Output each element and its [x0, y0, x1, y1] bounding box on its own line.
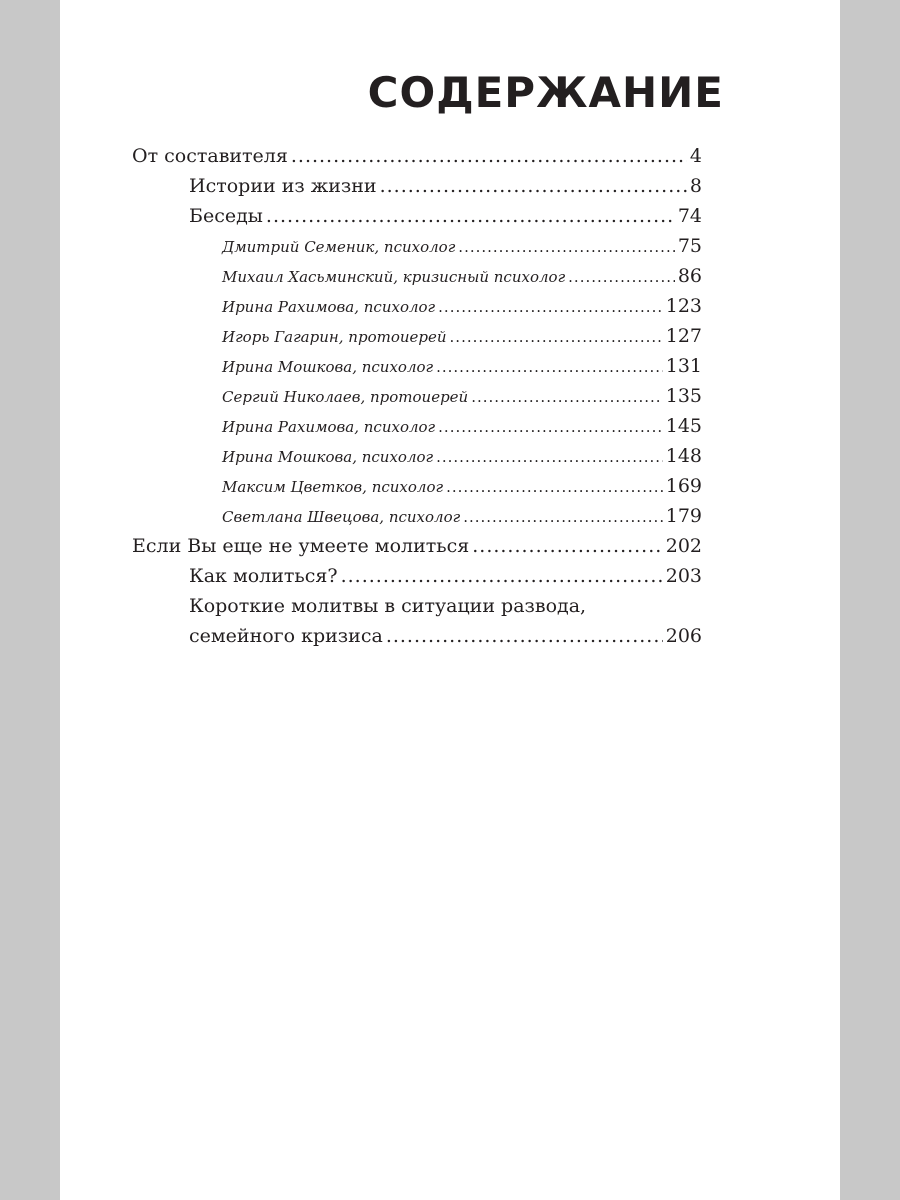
toc-page-number: 86	[677, 265, 702, 287]
toc-entry-label: Ирина Мошкова, психолог	[222, 358, 434, 376]
toc-leader-dots	[458, 232, 675, 262]
toc-page-number: 148	[665, 445, 702, 467]
toc-leader-dots	[386, 621, 663, 651]
toc-entry	[132, 621, 702, 651]
toc-page-number: 169	[665, 475, 702, 497]
toc-page-number: 203	[665, 565, 702, 587]
toc-page-number: 179	[665, 505, 702, 527]
toc-page-number: 127	[665, 325, 702, 347]
toc-leader-dots	[341, 561, 663, 591]
page-title: СОДЕРЖАНИЕ	[367, 68, 724, 117]
toc-entry	[132, 171, 702, 201]
toc-page-number: 202	[665, 535, 702, 557]
toc-leader-dots	[266, 201, 675, 231]
toc-entry-label: Светлана Швецова, психолог	[222, 508, 461, 526]
toc-entry	[132, 501, 702, 531]
toc-entry-label: Михаил Хасьминский, кризисный психолог	[222, 268, 566, 286]
toc-leader-dots	[450, 322, 663, 352]
toc-entry-label: Максим Цветков, психолог	[222, 478, 444, 496]
toc-leader-dots	[463, 502, 663, 532]
toc-leader-dots	[446, 472, 663, 502]
toc-entry	[132, 141, 702, 171]
toc-leader-dots	[436, 442, 663, 472]
toc-leader-dots	[438, 292, 663, 322]
toc-entry	[132, 411, 702, 441]
toc-entry	[132, 201, 702, 231]
toc-entry-label: Как молиться?	[189, 565, 338, 587]
toc-entry	[132, 351, 702, 381]
toc-entry-label-first-line: Короткие молитвы в ситуации развода,	[189, 595, 587, 617]
toc-leader-dots	[568, 262, 675, 292]
toc-leader-dots	[436, 352, 663, 382]
book-page	[60, 0, 840, 1200]
toc-page-number: 8	[689, 175, 702, 197]
toc-entry	[132, 261, 702, 291]
toc-leader-dots	[291, 141, 687, 171]
toc-page-number: 4	[689, 145, 702, 167]
toc-entry	[132, 381, 702, 411]
toc-entry-label: Ирина Рахимова, психолог	[222, 418, 436, 436]
toc-page-number: 123	[665, 295, 702, 317]
toc-entry-label: Дмитрий Семеник, психолог	[222, 238, 456, 256]
toc-page-number: 75	[677, 235, 702, 257]
toc-page-number: 74	[677, 205, 702, 227]
toc-entry-label: Если Вы еще не умеете молиться	[132, 535, 470, 557]
toc-entry	[132, 321, 702, 351]
toc-entry	[132, 441, 702, 471]
toc-page-number: 206	[665, 625, 702, 647]
toc-entry-label: Истории из жизни	[189, 175, 377, 197]
toc-entry-label: Сергий Николаев, протоиерей	[222, 388, 469, 406]
toc-entry-label: семейного кризиса	[189, 625, 383, 647]
toc-page-number: 135	[665, 385, 702, 407]
toc-page-number: 131	[665, 355, 702, 377]
toc-leader-dots	[471, 382, 663, 412]
toc-entry-label: Ирина Мошкова, психолог	[222, 448, 434, 466]
toc-entry	[132, 561, 702, 591]
toc-leader-dots	[472, 531, 663, 561]
toc-leader-dots	[438, 412, 663, 442]
toc-entry	[132, 531, 702, 561]
table-of-contents	[132, 141, 702, 651]
toc-entry-label: От составителя	[132, 145, 288, 167]
toc-leader-dots	[380, 171, 687, 201]
toc-entry	[132, 291, 702, 321]
toc-entry	[132, 231, 702, 261]
toc-entry-label: Ирина Рахимова, психолог	[222, 298, 436, 316]
toc-entry-label: Беседы	[189, 205, 263, 227]
toc-entry	[132, 471, 702, 501]
toc-page-number: 145	[665, 415, 702, 437]
toc-entry-label: Игорь Гагарин, протоиерей	[222, 328, 447, 346]
